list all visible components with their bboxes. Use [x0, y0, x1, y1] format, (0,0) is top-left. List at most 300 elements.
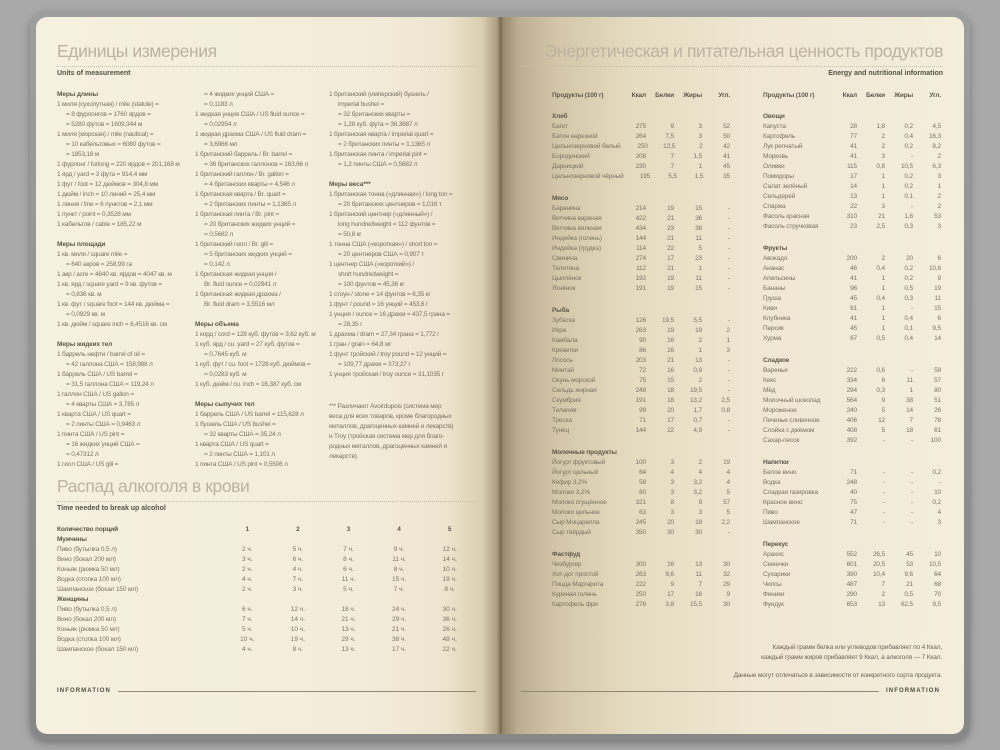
nutrition-value: 5 — [726, 489, 730, 496]
nutrition-value: 16,3 — [928, 133, 941, 140]
nutrition-value: - — [727, 417, 730, 424]
product-label: Багет — [552, 123, 568, 130]
nutrition-value: 2 — [698, 337, 702, 344]
units-line: = 28,35 г — [338, 321, 363, 328]
units-line: 1 бушель США / US bushel = — [195, 421, 276, 428]
nutrition-value: 15 — [667, 377, 674, 384]
product-label: Фундук — [763, 601, 784, 608]
nutrition-value: 40 — [850, 489, 857, 496]
hours-value: 6 ч. — [343, 566, 354, 573]
nutrition-value: 0,2 — [904, 275, 913, 282]
product-label: Батон нарезной — [552, 133, 598, 140]
units-line: 1 британский центнер («длинный») / — [329, 211, 433, 218]
alcohol-row — [57, 635, 475, 645]
nutrition-value: 16 — [667, 367, 674, 374]
nutrition-value: 2 — [698, 459, 702, 466]
product-label: Бананы — [763, 285, 786, 292]
nutrition-section-block — [763, 112, 941, 232]
units-line: = 100 фунтов = 45,36 кг — [338, 281, 405, 288]
product-label: Салат зелёный — [763, 183, 808, 190]
units-line: 1 ярд / yard = 3 фута = 914,4 мм — [57, 171, 148, 178]
nutrition-row — [763, 254, 941, 264]
product-label: Цельнозерновой белый — [552, 143, 621, 150]
units-line: = 0,1183 л — [204, 101, 233, 108]
units-block — [195, 90, 329, 310]
nutrition-row — [552, 284, 730, 294]
nutrition-value: 14 — [850, 183, 857, 190]
nutrition-row — [763, 152, 941, 162]
nutrition-value: 3 — [726, 347, 730, 354]
nutrition-value: 77 — [850, 133, 857, 140]
nutrition-value: 21 — [667, 215, 674, 222]
nutrition-value: 23 — [850, 223, 857, 230]
nutrition-row — [763, 324, 941, 334]
units-line: 1 пинта США / US pint = — [57, 431, 125, 438]
nutrition-value: 0,5 — [876, 335, 885, 342]
nutrition-row — [552, 426, 730, 436]
product-label: Киви — [763, 305, 777, 312]
nutrition-value: 8 — [670, 499, 674, 506]
nutrition-value: 0,2 — [904, 173, 913, 180]
product-label: Кекс — [763, 377, 776, 384]
nutrition-value: 1 — [881, 275, 885, 282]
units-line: металлов, драгоценных камней и лекарств) — [329, 423, 454, 430]
nutrition-value: 80 — [934, 387, 941, 394]
nutrition-value: 552 — [846, 551, 857, 558]
nutrition-row — [763, 376, 941, 386]
nutrition-value: 10 — [934, 551, 941, 558]
units-line: = 2 пинты США = 0,9463 л — [66, 421, 141, 428]
product-label: Белое вино — [763, 469, 797, 476]
nutrition-value: - — [727, 265, 730, 272]
nutrition-value: 11 — [695, 235, 702, 242]
nutrition-value: 38 — [695, 225, 702, 232]
nutrition-row — [552, 478, 730, 488]
nutrition-value: 60 — [639, 489, 646, 496]
nutrition-section-block — [552, 448, 730, 538]
nutrition-value: 67 — [850, 335, 857, 342]
nutrition-value: 5 — [726, 509, 730, 516]
hours-value: 8 ч. — [292, 646, 304, 653]
nutrition-value: 10,5 — [928, 561, 941, 568]
nutrition-value: 52 — [723, 123, 730, 130]
nutrition-row — [763, 580, 941, 590]
nutrition-value: 20 — [667, 407, 674, 414]
nutrition-row — [763, 550, 941, 560]
nutrition-row — [552, 508, 730, 518]
nutrition-value: 15 — [695, 205, 702, 212]
product-label: Персик — [763, 325, 784, 332]
product-label: Бородинский — [552, 153, 590, 160]
nutrition-row — [552, 560, 730, 570]
nutrition-row — [763, 468, 941, 478]
nutrition-section-heading: Молочные продукты — [552, 449, 617, 456]
nutrition-row — [552, 458, 730, 468]
nutrition-value: - — [727, 529, 730, 536]
nutrition-row — [763, 560, 941, 570]
nutrition-value: 0,2 — [932, 499, 941, 506]
nutrition-value: 19 — [667, 285, 674, 292]
hours-value: 6 ч. — [292, 556, 304, 563]
nutrition-row — [552, 600, 730, 610]
alcohol-portion-count: 5 — [447, 526, 452, 533]
product-label: Скумбрия — [552, 397, 581, 404]
hours-value: 15 ч. — [391, 576, 407, 583]
hours-value: 13 ч. — [341, 626, 356, 633]
nutrition-value: 1 — [881, 173, 885, 180]
nutrition-value: 13 — [878, 601, 885, 608]
nutrition-section-block — [763, 356, 941, 446]
units-block — [329, 402, 475, 462]
units-line: = 0,142 л — [204, 261, 230, 268]
nutrition-value: 30 — [667, 529, 674, 536]
alcohol-row — [57, 605, 475, 615]
nutrition-value: 61 — [850, 305, 857, 312]
units-line: = 0,0283 куб. м — [204, 371, 247, 378]
units-line: Br. fluid dram = 3,5516 мл — [204, 301, 275, 308]
nutrition-row — [763, 132, 941, 142]
nutrition-value: 1 — [881, 285, 885, 292]
units-block — [195, 400, 329, 470]
nutrition-row — [552, 346, 730, 356]
nutrition-row — [763, 590, 941, 600]
units-block — [57, 240, 195, 330]
nutrition-value: 42 — [723, 143, 730, 150]
nutrition-value: 487 — [846, 581, 857, 588]
nutrition-value: - — [910, 499, 913, 506]
open-pages — [36, 17, 964, 734]
alcohol-row — [57, 545, 475, 555]
nutrition-value: 2 — [699, 143, 703, 150]
nutrition-value: - — [727, 367, 730, 374]
nutrition-value: 2 — [881, 143, 885, 150]
nutrition-value: 10 — [934, 489, 941, 496]
nutrition-value: 0,3 — [904, 223, 913, 230]
nutrition-value: 11 — [695, 571, 702, 578]
nutrition-row — [763, 386, 941, 396]
drink-label: Коньяк (рюмка 50 мл) — [57, 626, 120, 633]
units-line: imperial bushel = — [338, 101, 384, 108]
units-section-heading: Меры длины — [57, 91, 99, 98]
nutrition-value: 3 — [881, 203, 885, 210]
nutrition-value: 19 — [667, 205, 674, 212]
nutrition-section-heading: Перекус — [763, 541, 789, 548]
nutrition-row — [763, 182, 941, 192]
nutrition-value: 7 — [698, 581, 702, 588]
nutrition-value: 114 — [636, 245, 646, 252]
nutrition-value: 71 — [639, 417, 646, 424]
nutrition-value: - — [727, 275, 730, 282]
nutrition-value: 222 — [635, 581, 646, 588]
product-label: Мороженое — [763, 407, 797, 414]
units-line: 1 фунт / pound = 16 унций = 453,6 г — [329, 301, 429, 308]
nutrition-value: 18 — [667, 397, 674, 404]
product-label: Фасоль красная — [763, 213, 810, 220]
hours-value: 10 ч. — [240, 636, 255, 643]
units-line: 1 корд / cord = 128 куб. футов = 3,62 куб. м — [195, 331, 316, 338]
units-line: = 32 кварты США = 35,24 л — [204, 431, 281, 438]
nutrition-value: 28 — [850, 123, 857, 130]
nutrition-value: 16 — [695, 591, 702, 598]
product-label: Ягнёнок — [552, 285, 576, 292]
nutrition-value: 13 — [695, 561, 702, 568]
alcohol-group-label: Мужчины — [57, 536, 87, 543]
nutrition-value: 2,5 — [721, 397, 730, 404]
nutrition-header-row — [552, 91, 730, 101]
nutrition-value: 1 — [726, 337, 730, 344]
alcohol-group-heading — [57, 535, 475, 545]
nutrition-value: 90 — [639, 337, 646, 344]
nutrition-row — [763, 284, 941, 294]
nutrition-value: 0,4 — [904, 133, 913, 140]
product-label: Кефир 3,2% — [552, 479, 588, 486]
nutrition-value: 191 — [635, 285, 646, 292]
nutrition-value: 9,5 — [932, 325, 941, 332]
nutrition-value: 11 — [934, 295, 941, 302]
units-line: 1 акр / acre = 4840 кв. ярдов = 4047 кв. м — [57, 271, 172, 278]
nutrition-value: 3 — [937, 173, 941, 180]
units-line: = 36 британских галлонов = 163,66 л — [204, 161, 309, 168]
nutrition-row — [552, 498, 730, 508]
nutrition-header-col: Жиры — [894, 92, 913, 99]
nutrition-value: - — [882, 489, 885, 496]
hours-value: 7 ч. — [241, 616, 253, 623]
product-label: Лук репчатый — [763, 143, 803, 150]
nutrition-value: 68 — [934, 581, 941, 588]
nutrition-value: 38 — [906, 397, 913, 404]
nutrition-value: 0,4 — [876, 295, 885, 302]
nutrition-value: 4 — [670, 469, 674, 476]
product-label: Икра — [552, 327, 567, 334]
nutrition-body — [763, 112, 941, 610]
nutrition-value: 22 — [667, 245, 674, 252]
nutrition-row — [763, 426, 941, 436]
nutrition-row — [552, 254, 730, 264]
nutrition-value: - — [727, 245, 730, 252]
units-line: 1 британская тонна («длинная») / long ton = — [329, 191, 453, 198]
nutrition-value: 21 — [667, 357, 674, 364]
nutrition-row — [552, 214, 730, 224]
units-line: = 2 пинты США = 1,101 л — [204, 451, 275, 458]
nutrition-value: 0,4 — [876, 265, 885, 272]
nutrition-value: 1 — [698, 347, 702, 354]
nutrition-value: 3 — [698, 509, 702, 516]
nutrition-value: 250 — [635, 591, 646, 598]
units-line: = 10 кабельтовых = 6080 футов = — [66, 141, 161, 148]
nutrition-value: 19 — [695, 327, 702, 334]
product-label: Куриная голень — [552, 591, 597, 598]
nutrition-section-block — [763, 540, 941, 610]
units-line: 1 фунт тройский / troy pound = 12 унций = — [329, 351, 447, 358]
nutrition-value: 7 — [670, 163, 674, 170]
units-line: 1 унция тройская / troy ounce = 31,1035 г — [329, 371, 444, 378]
nutrition-value: 2 — [881, 591, 885, 598]
nutrition-value: 6 — [881, 377, 885, 384]
hours-value: 29 ч. — [341, 636, 356, 643]
alcohol-portion-count: 4 — [397, 526, 401, 533]
nutrition-value: 115 — [847, 163, 857, 170]
nutrition-row — [552, 224, 730, 234]
nutrition-value: 208 — [635, 153, 646, 160]
hours-value: 7 ч. — [393, 586, 405, 593]
drink-label: Пиво (бутылка 0,5 л) — [57, 606, 117, 613]
nutrition-value: 6 — [937, 255, 941, 262]
nutrition-value: 3,8 — [665, 601, 674, 608]
units-line: 1 стоун / stone = 14 фунтов = 6,35 кг — [329, 291, 431, 298]
nutrition-value: 0,8 — [876, 163, 885, 170]
nutrition-value: - — [910, 509, 913, 516]
nutrition-value: 45 — [850, 295, 857, 302]
nutrition-value: 53 — [906, 561, 913, 568]
nutrition-value: - — [910, 153, 913, 160]
units-line: 1 кварта США / US quart = — [195, 441, 269, 448]
units-line: 1 британская пинта / imperial pint = — [329, 151, 427, 158]
nutrition-value: 10,6 — [928, 265, 941, 272]
nutrition-row — [552, 366, 730, 376]
units-line: 1 кварта США / US quart = — [57, 411, 131, 418]
product-label: Клубника — [763, 315, 791, 322]
nutrition-value: 0,8 — [721, 407, 730, 414]
nutrition-value: 18 — [695, 519, 702, 526]
nutrition-value: 0,2 — [904, 143, 913, 150]
nutrition-header-product: Продукты (100 г) — [763, 92, 815, 99]
units-line: лекарств). — [329, 453, 359, 460]
units-line: long hundredweight = 112 фунтов = — [338, 221, 436, 228]
units-line: = 1853,18 м — [66, 151, 100, 158]
nutrition-section-block — [552, 550, 730, 610]
units-line: = 42 галлона США = 158,988 л — [66, 361, 153, 368]
nutrition-header-product: Продукты (100 г) — [552, 92, 604, 99]
nutrition-value: 41 — [850, 143, 857, 150]
nutrition-value: - — [882, 437, 885, 444]
nutrition-row — [552, 172, 730, 182]
units-line: 1 фурлонг / furlong = 220 ярдов = 201,168 м — [57, 161, 180, 168]
nutrition-value: 2 — [881, 255, 885, 262]
nutrition-table-right — [763, 91, 941, 622]
hours-value: 5 ч. — [343, 586, 354, 593]
product-label: Чипсы — [763, 581, 782, 588]
units-line: = 4 кварты США = 3,785 л — [66, 401, 140, 408]
nutrition-value: 0,3 — [904, 295, 913, 302]
units-line: = 3,6966 мл — [204, 141, 238, 148]
nutrition-value: 45 — [850, 325, 857, 332]
units-line: = 20 британских жидких унций = — [204, 221, 296, 228]
note-line: Данные могут отличаться в зависимости от конкретного сорта продукта. — [733, 672, 942, 679]
units-column-1 — [57, 90, 195, 480]
alcohol-title-block — [57, 476, 475, 502]
nutrition-value: 0,2 — [904, 183, 913, 190]
product-label: Картофель — [763, 133, 795, 140]
hours-value: 21 ч. — [341, 616, 356, 623]
nutrition-value: 1 — [881, 183, 885, 190]
nutrition-value: 14 — [906, 407, 913, 414]
product-label: Камбала — [552, 337, 578, 344]
units-line: 1 куб. фут / cu. foot = 1728 куб. дюймов = — [195, 361, 311, 368]
product-label: Красное вино — [763, 499, 803, 506]
nutrition-value: 6 — [937, 315, 941, 322]
product-label: Помидоры — [763, 173, 794, 180]
nutrition-value: 1,7 — [693, 407, 702, 414]
nutrition-value: 1 — [698, 265, 702, 272]
units-line: 1 драхма / dram = 27,34 грана = 1,772 г — [329, 331, 440, 338]
nutrition-row — [552, 326, 730, 336]
nutrition-value: 4 — [726, 479, 730, 486]
nutrition-row — [552, 264, 730, 274]
drink-label: Шампанское (бокал 150 мл) — [57, 646, 138, 653]
product-label: Капуста — [763, 123, 786, 130]
nutrition-row — [763, 294, 941, 304]
drink-label: Вино (бокал 200 мл) — [57, 616, 116, 623]
hours-value: 5 ч. — [241, 626, 253, 633]
alcohol-section — [57, 476, 475, 655]
product-label: Шампанское — [763, 519, 800, 526]
product-label: Телятина — [552, 265, 579, 272]
nutrition-value: - — [727, 255, 730, 262]
nutrition-value: - — [727, 205, 730, 212]
hours-value: 6 ч. — [241, 606, 253, 613]
nutrition-row — [763, 488, 941, 498]
nutrition-value: 0,1 — [904, 325, 913, 332]
alcohol-row — [57, 625, 475, 635]
nutrition-row — [552, 244, 730, 254]
units-line: = 0,5682 л — [204, 231, 234, 238]
units-line: 1 кв. ярд / square yard = 9 кв. футов = — [57, 281, 162, 288]
alcohol-portion-count: 2 — [296, 526, 300, 533]
nutrition-value: 9 — [726, 591, 730, 598]
nutrition-value: 3 — [698, 133, 702, 140]
product-label: Тунец — [552, 427, 570, 434]
footer-label: INFORMATION — [886, 688, 940, 694]
nutrition-value: 3,2 — [693, 479, 702, 486]
units-section-heading: Меры площади — [57, 241, 106, 248]
nutrition-value: 1 — [881, 315, 885, 322]
nutrition-value: 0,6 — [876, 367, 885, 374]
units-line: = 5 британских жидких унций = — [204, 251, 292, 258]
nutrition-value: 144 — [635, 427, 646, 434]
nutrition-value: 12,5 — [663, 143, 676, 150]
nutrition-value: 214 — [635, 205, 646, 212]
units-section-heading: Меры объема — [195, 321, 239, 328]
nutrition-value: 22 — [667, 427, 674, 434]
nutrition-value: 14 — [934, 335, 941, 342]
nutrition-value: 72 — [639, 367, 646, 374]
nutrition-subtitle: Energy and nutritional information — [828, 70, 943, 77]
product-label: Сыр Моцарелла — [552, 519, 600, 526]
nutrition-value: 4 — [726, 469, 730, 476]
alcohol-portion-count: 1 — [245, 526, 250, 533]
nutrition-value: - — [910, 437, 913, 444]
nutrition-value: 21 — [667, 265, 674, 272]
units-line: 1 британская кварта / imperial quart = — [329, 131, 434, 138]
nutrition-value: 9,6 — [665, 571, 674, 578]
nutrition-value: 0,5 — [904, 285, 913, 292]
page-footer-left — [57, 688, 476, 694]
nutrition-header-col: Жиры — [683, 92, 702, 99]
nutrition-notes — [620, 643, 942, 681]
hours-value: 3 ч. — [241, 556, 253, 563]
nutrition-value: 11 — [906, 377, 913, 384]
nutrition-row — [552, 234, 730, 244]
nutrition-value: 71 — [850, 469, 857, 476]
hours-value: 7 ч. — [343, 546, 354, 553]
nutrition-value: 75 — [639, 377, 646, 384]
product-label: Морковь — [763, 153, 789, 160]
hours-value: 30 ч. — [442, 606, 457, 613]
footer-rule — [118, 691, 476, 692]
nutrition-value: 434 — [635, 225, 646, 232]
units-block — [329, 90, 475, 170]
nutrition-value: 51 — [934, 397, 941, 404]
